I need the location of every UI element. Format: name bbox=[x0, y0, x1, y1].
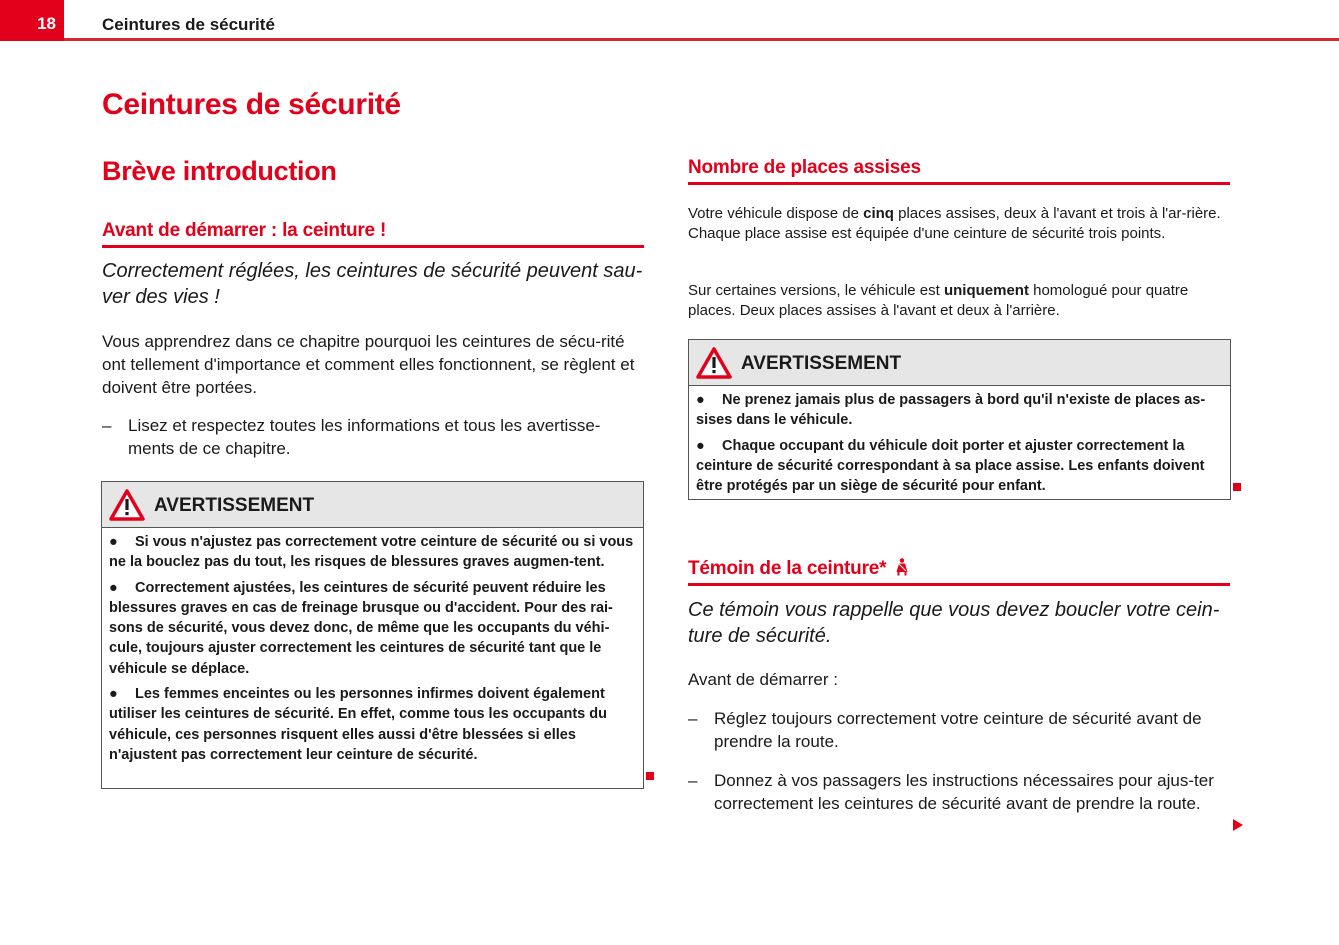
dash-marker: – bbox=[688, 771, 698, 790]
warning-item: ● Ne prenez jamais plus de passagers à bord qu'il n'existe de places as-sises dans le véhicule. bbox=[696, 392, 1206, 429]
page-number-box bbox=[0, 0, 64, 41]
end-square-icon bbox=[646, 772, 654, 780]
warning-title: AVERTISSEMENT bbox=[741, 353, 902, 374]
bullet-icon: ● bbox=[696, 437, 705, 454]
running-header-title: Ceintures de sécurité bbox=[102, 15, 275, 34]
dash-marker: – bbox=[102, 416, 112, 435]
dash-list-item bbox=[102, 414, 637, 460]
warning-body bbox=[689, 386, 1230, 499]
chapter-title: Ceintures de sécurité bbox=[102, 88, 401, 121]
warning-item: ● Les femmes enceintes ou les personnes infirmes doivent également utiliser les ceintures de sécurité. En effet, comme tous les occupants du véhicule, ces personnes risquent elles aussi d'être blessées si elles n'ajustent pas correctement leur ceinture de sécurité. bbox=[109, 686, 607, 763]
subsection-title-before-start: Avant de démarrer : la ceinture ! bbox=[102, 220, 644, 248]
warning-item: ● Si vous n'ajustez pas correctement votre ceinture de sécurité ou si vous ne la bouclez pas du tout, les risques de blessures graves augmen-tent. bbox=[109, 534, 634, 571]
section-title-intro: Brève introduction bbox=[102, 156, 337, 186]
indicator-intro-text: Ce témoin vous rappelle que vous devez boucler votre cein-ture de sécurité. bbox=[688, 599, 1220, 647]
emphasis-only: uniquement bbox=[943, 282, 1029, 299]
intro-paragraph: Vous apprendrez dans ce chapitre pourquoi les ceintures de sécu-rité ont tellement d'importance et comment elles fonctionnent, se règlent et doivent être portées. bbox=[102, 332, 635, 397]
warning-triangle-icon bbox=[696, 347, 732, 379]
warning-title: AVERTISSEMENT bbox=[154, 495, 315, 516]
subsection-title-seats: Nombre de places assises bbox=[688, 157, 1230, 185]
emphasis-five: cinq bbox=[863, 205, 894, 222]
header-rule bbox=[64, 38, 1339, 41]
indicator-lead: Avant de démarrer : bbox=[688, 670, 838, 689]
dash-item-text: Réglez toujours correctement votre ceinture de sécurité avant de prendre la route. bbox=[714, 709, 1202, 751]
warning-header bbox=[689, 340, 1230, 386]
warning-box-left bbox=[101, 481, 644, 789]
warning-item: ● Chaque occupant du véhicule doit porter et ajuster correctement la ceinture de sécurité correspondant à sa place assise. Les enfants doivent être protégés par un siège de sécurité pour enfant. bbox=[696, 437, 1205, 495]
page-number: 18 bbox=[37, 14, 56, 33]
warning-box-right bbox=[688, 339, 1231, 500]
page-header bbox=[0, 0, 1339, 41]
dash-marker: – bbox=[688, 709, 698, 728]
end-square-icon bbox=[1233, 483, 1241, 491]
bullet-icon: ● bbox=[109, 579, 118, 596]
seatbelt-warning-icon bbox=[895, 558, 909, 576]
bullet-icon: ● bbox=[109, 686, 118, 703]
subsection-title-indicator: Témoin de la ceinture* bbox=[688, 558, 1230, 586]
dash-list-item bbox=[688, 707, 1228, 753]
seats-paragraph-2: Sur certaines versions, le véhicule est uniquement homologué pour quatre places. Deux places assises à l'avant et deux à l'arrière. bbox=[688, 282, 1189, 319]
dash-list-item bbox=[688, 769, 1228, 815]
bullet-icon: ● bbox=[696, 392, 705, 408]
warning-item: ● Correctement ajustées, les ceintures de sécurité peuvent réduire les blessures graves en cas de freinage brusque ou d'accident. Pour des rai-sons de sécurité, vous devez donc, de même que les occupants du véhi-cule, toujours ajuster correctement les ceintures de sécurité tant que le véhicule se déplace. bbox=[109, 579, 613, 677]
warning-header bbox=[102, 482, 643, 528]
dash-item-text: Lisez et respectez toutes les informations et tous les avertisse-ments de ce chapitre. bbox=[128, 416, 601, 458]
warning-body bbox=[102, 528, 643, 768]
bullet-icon: ● bbox=[109, 534, 118, 550]
continue-arrow-icon bbox=[1233, 819, 1243, 831]
intro-text: Correctement réglées, les ceintures de sécurité peuvent sau-ver des vies ! bbox=[102, 260, 643, 308]
seats-paragraph-1: Votre véhicule dispose de cinq places assises, deux à l'avant et trois à l'ar-rière. Chaque place assise est équipée d'une ceinture de sécurité trois points. bbox=[688, 205, 1221, 242]
warning-triangle-icon bbox=[109, 489, 145, 521]
dash-item-text: Donnez à vos passagers les instructions nécessaires pour ajus-ter correctement les ceintures de sécurité avant de prendre la route. bbox=[714, 771, 1214, 813]
